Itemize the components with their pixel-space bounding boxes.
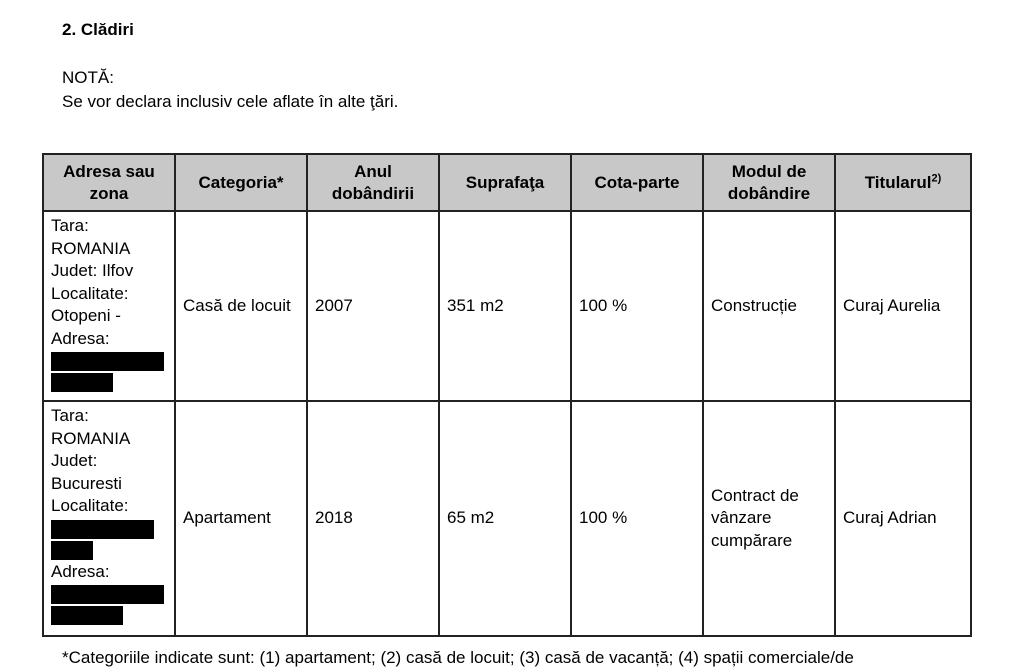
- share-cell: 100 %: [571, 401, 703, 636]
- header-holder-footnote-mark: 2): [931, 171, 942, 184]
- address-line: Adresa:: [51, 561, 110, 581]
- address-line: Otopeni -: [51, 306, 121, 325]
- redaction-block: [51, 541, 93, 560]
- table-header-row: [43, 154, 971, 211]
- address-line: ROMANIA: [51, 428, 131, 448]
- address-line: Tara:: [51, 216, 89, 235]
- buildings-table: [42, 153, 972, 637]
- category-footnote: *Categoriile indicate sunt: (1) apartament; (2) casă de locuit; (3) casă de vacanță; (4) spații comerciale/de: [62, 648, 854, 667]
- address-line: Localitate:: [51, 496, 129, 515]
- header-share: Cota-parte: [571, 154, 703, 211]
- section-title: 2. Clădiri: [62, 20, 134, 39]
- redaction-block: [51, 373, 113, 392]
- year-cell: 2018: [307, 401, 439, 636]
- header-address: Adresa sau zona: [43, 154, 175, 211]
- address-line: Adresa:: [51, 328, 110, 348]
- address-line: Bucuresti: [51, 473, 122, 493]
- address-line: Tara:: [51, 406, 89, 425]
- header-category: Categoria*: [175, 154, 307, 211]
- area-cell: 351 m2: [439, 211, 571, 401]
- header-area: Suprafaţa: [439, 154, 571, 211]
- category-cell: Casă de locuit: [175, 211, 307, 401]
- header-year: Anul dobândirii: [307, 154, 439, 211]
- redaction-block: [51, 352, 164, 371]
- year-cell: 2007: [307, 211, 439, 401]
- note-text: Se vor declara inclusiv cele aflate în alte ţări.: [62, 92, 399, 111]
- holder-cell: Curaj Aurelia: [835, 211, 971, 401]
- acquisition-cell: Construcție: [703, 211, 835, 401]
- table-row: [43, 211, 971, 401]
- address-line: Judet: Ilfov: [51, 261, 134, 280]
- acquisition-cell: Contract de vânzare cumpărare: [703, 401, 835, 636]
- holder-cell: Curaj Adrian: [835, 401, 971, 636]
- category-cell: Apartament: [175, 401, 307, 636]
- redaction-block: [51, 520, 154, 539]
- note-label: NOTĂ:: [62, 68, 114, 87]
- address-line: ROMANIA: [51, 238, 131, 258]
- area-cell: 65 m2: [439, 401, 571, 636]
- share-cell: 100 %: [571, 211, 703, 401]
- table-row: [43, 401, 971, 636]
- address-cell: [43, 211, 175, 401]
- redaction-block: [51, 606, 123, 625]
- address-cell: [43, 401, 175, 636]
- header-holder: [835, 154, 971, 211]
- redaction-block: [51, 585, 164, 604]
- header-holder-label: Titularul: [864, 172, 932, 192]
- header-acquisition: Modul de dobândire: [703, 154, 835, 211]
- address-line: Localitate:: [51, 283, 129, 303]
- address-line: Judet:: [51, 451, 98, 470]
